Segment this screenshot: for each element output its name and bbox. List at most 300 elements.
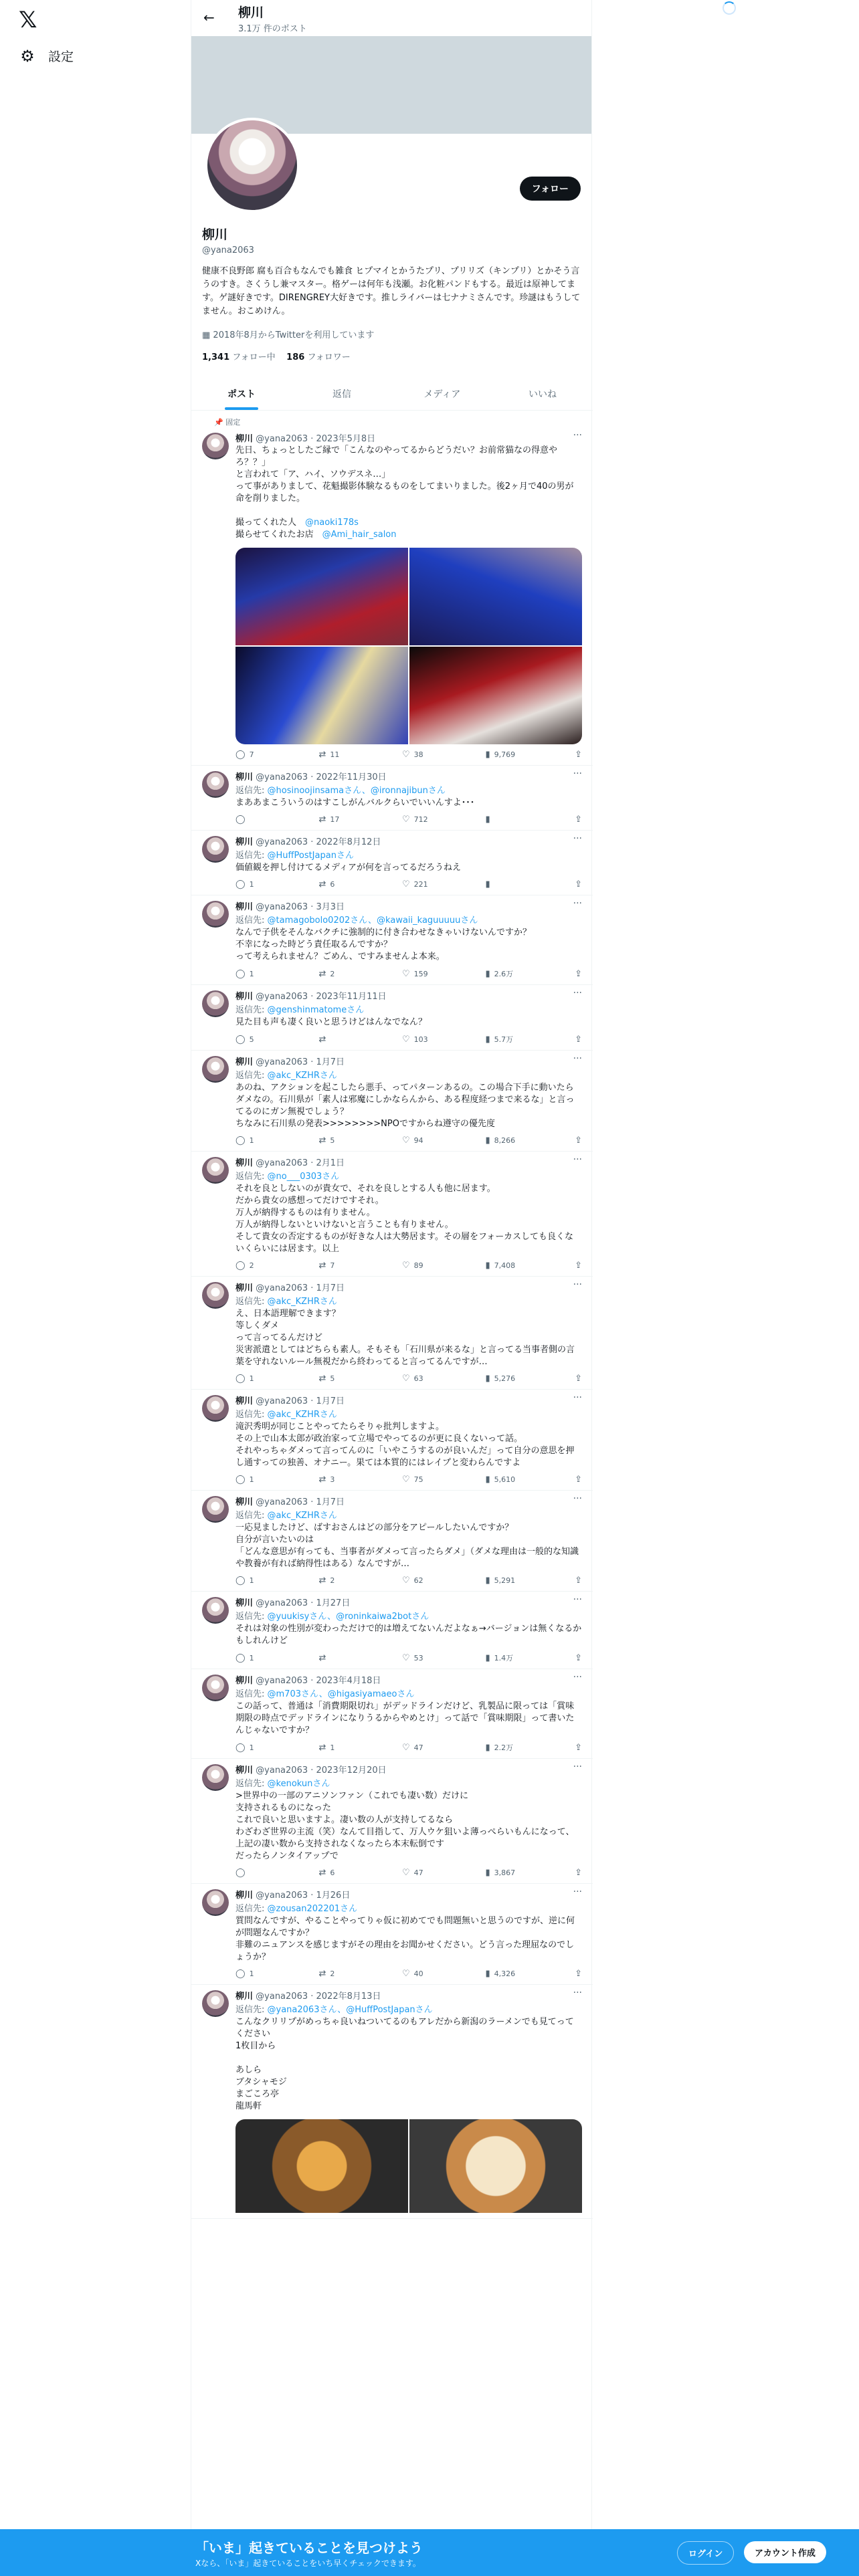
pin-icon: 📌: [214, 418, 226, 427]
retweet-button[interactable]: [319, 1374, 359, 1384]
nav-settings[interactable]: [19, 47, 74, 65]
bar-chart-icon: ▮: [485, 879, 490, 889]
reply-handles[interactable]: @genshinmatomeさん: [267, 1005, 365, 1015]
reply-label: 返信先:: [235, 1172, 268, 1182]
more-icon[interactable]: ···: [573, 1053, 582, 1064]
media-image[interactable]: [235, 647, 408, 744]
tweet-handle: @yana2063: [256, 1057, 308, 1067]
tweet[interactable]: [191, 1592, 593, 1669]
tweet[interactable]: [191, 427, 593, 766]
retweet-button[interactable]: [319, 1136, 359, 1146]
share-button[interactable]: [569, 1034, 582, 1045]
tab-likes[interactable]: いいね: [529, 389, 557, 400]
reply-handles[interactable]: @tamagobolo0202さん、@kawaii_kaguuuuuさん: [267, 916, 478, 926]
retweet-button[interactable]: [319, 1576, 359, 1586]
tweet-text-main: まああまこういうのはすこしがんバルクらいでいいんすよ･･･: [235, 798, 475, 808]
share-icon: ⇪: [575, 1136, 582, 1146]
reply-icon: ◯: [235, 1261, 246, 1271]
reply-button[interactable]: [235, 750, 276, 760]
tweet-meta: [235, 899, 582, 911]
tweet-handle: @yana2063: [256, 1891, 308, 1901]
tweet-author[interactable]: 柳川: [235, 1598, 254, 1608]
retweet-button[interactable]: [319, 1969, 359, 1979]
like-count: 63: [413, 1374, 423, 1383]
tab-replies[interactable]: 返信: [332, 389, 351, 400]
tweet-avatar[interactable]: [202, 771, 229, 798]
signup-button[interactable]: アカウント作成: [744, 2541, 826, 2563]
more-icon[interactable]: ···: [573, 1988, 582, 1998]
login-button[interactable]: ログイン: [677, 2541, 734, 2565]
reply-count: 1: [249, 1475, 254, 1484]
retweet-icon: ⇄: [318, 1969, 326, 1979]
reply-handles[interactable]: @akc_KZHRさん: [267, 1410, 337, 1420]
share-icon: ⇪: [575, 750, 582, 760]
reply-button[interactable]: [235, 1475, 276, 1485]
tweet-text-main: 価値観を押し付けてるメディアが何を言ってるだろうねえ: [235, 863, 461, 873]
reply-button[interactable]: [235, 1969, 276, 1979]
views-button[interactable]: [486, 1969, 526, 1979]
tweet-avatar[interactable]: [202, 1889, 229, 1916]
tweet-date[interactable]: 2023年5月8日: [316, 434, 376, 444]
reply-button[interactable]: [235, 815, 276, 825]
like-count: 221: [413, 880, 428, 889]
tweet-author[interactable]: 柳川: [235, 1992, 254, 2002]
views-button[interactable]: [486, 1261, 526, 1271]
reply-button[interactable]: [235, 1742, 276, 1753]
reply-count: 1: [249, 1576, 254, 1585]
reply-handles[interactable]: @yuukisyさん、@roninkaiwa2botさん: [267, 1612, 430, 1622]
reply-button[interactable]: [235, 1652, 276, 1663]
reply-label: 返信先:: [235, 1071, 268, 1081]
more-icon[interactable]: ···: [573, 1493, 582, 1504]
tweet-date[interactable]: 1月7日: [316, 1283, 345, 1293]
reply-button[interactable]: [235, 879, 276, 889]
tweet-date[interactable]: 2022年8月13日: [316, 1992, 381, 2002]
tweet-date[interactable]: 1月7日: [316, 1057, 345, 1067]
tweet-author[interactable]: 柳川: [235, 1765, 254, 1776]
tweet-actions: [235, 1576, 582, 1586]
views-button[interactable]: [486, 1475, 526, 1485]
following-link[interactable]: [202, 352, 276, 362]
retweet-button[interactable]: [319, 750, 359, 760]
like-button[interactable]: [402, 1136, 442, 1146]
reply-handles[interactable]: @kenokunさん: [267, 1779, 330, 1789]
heart-icon: ♡: [402, 750, 410, 760]
back-arrow-icon[interactable]: ←: [203, 9, 215, 25]
tweet-actions: [235, 1034, 582, 1045]
tweet-mention[interactable]: @Ami_hair_salon: [322, 530, 397, 540]
tweet-author[interactable]: 柳川: [235, 992, 254, 1002]
tweet-meta: [235, 835, 582, 847]
tweet-handle: @yana2063: [256, 1765, 308, 1776]
tweet-date[interactable]: 1月7日: [316, 1497, 345, 1507]
tweet-avatar[interactable]: [202, 1395, 229, 1422]
reply-button[interactable]: [235, 968, 276, 979]
reply-to: [235, 848, 582, 861]
share-button[interactable]: [569, 1475, 582, 1485]
tab-posts[interactable]: ポスト: [191, 379, 292, 410]
share-button[interactable]: [569, 1742, 582, 1753]
dot-separator: ·: [308, 434, 316, 444]
like-button[interactable]: [402, 1261, 442, 1271]
reply-icon: ◯: [235, 815, 246, 825]
reply-label: 返信先:: [235, 1297, 268, 1307]
more-icon[interactable]: ···: [573, 1761, 582, 1772]
reply-button[interactable]: [235, 1374, 276, 1384]
profile-name: 柳川: [202, 227, 228, 242]
tweet-date[interactable]: 3月3日: [316, 902, 345, 912]
more-icon[interactable]: ···: [573, 1887, 582, 1897]
tweet-avatar[interactable]: [202, 1675, 229, 1701]
retweet-button[interactable]: [319, 968, 359, 979]
bottom-title: 「いま」起きていることを見つけよう: [195, 2540, 423, 2556]
more-icon[interactable]: ···: [573, 1594, 582, 1605]
views-button[interactable]: [486, 815, 526, 825]
retweet-count: 7: [330, 1261, 335, 1270]
tweet-avatar[interactable]: [202, 836, 229, 863]
tweet[interactable]: [191, 1669, 593, 1759]
reply-icon: ◯: [235, 1969, 246, 1979]
reply-icon: ◯: [235, 1652, 246, 1663]
tweet-media-grid[interactable]: [235, 548, 582, 744]
share-icon: ⇪: [575, 879, 582, 889]
views-button[interactable]: [486, 1374, 526, 1384]
dot-separator: ·: [308, 1057, 316, 1067]
share-button[interactable]: [569, 1261, 582, 1271]
tweet-author[interactable]: 柳川: [235, 1057, 254, 1067]
tweet[interactable]: [191, 766, 593, 831]
tweet-avatar[interactable]: [202, 1056, 229, 1083]
like-button[interactable]: [402, 1374, 442, 1384]
bar-chart-icon: ▮: [485, 1475, 490, 1485]
like-button[interactable]: [402, 1576, 442, 1586]
reply-label: 返信先:: [235, 1689, 268, 1699]
tab-media[interactable]: メディア: [423, 389, 461, 400]
tweet-text: [235, 862, 582, 874]
views-button[interactable]: [486, 1034, 526, 1045]
follow-button[interactable]: フォロー: [520, 177, 581, 201]
tweet-media-grid[interactable]: [235, 2119, 582, 2213]
like-button[interactable]: [402, 879, 442, 889]
media-image[interactable]: [409, 2119, 582, 2213]
tweet-author[interactable]: 柳川: [235, 1283, 254, 1293]
gear-icon: ⚙: [20, 46, 35, 66]
share-button[interactable]: [569, 1136, 582, 1146]
tweet[interactable]: [191, 1051, 593, 1152]
tweet-avatar[interactable]: [202, 1282, 229, 1309]
tweet-meta: [235, 989, 582, 1001]
tweet-actions: [235, 815, 582, 825]
reply-icon: ◯: [235, 968, 246, 979]
reply-icon: ◯: [235, 1136, 246, 1146]
media-image[interactable]: [235, 548, 408, 645]
reply-button[interactable]: [235, 1576, 276, 1586]
reply-label: 返信先:: [235, 916, 268, 926]
reply-handles[interactable]: @hosinoojinsamaさん、@ironnajibunさん: [267, 786, 446, 796]
retweet-count: 17: [330, 815, 340, 824]
tweet[interactable]: [191, 1884, 593, 1985]
more-icon[interactable]: ···: [573, 1672, 582, 1683]
bar-chart-icon: ▮: [485, 1868, 490, 1878]
like-button[interactable]: [402, 968, 442, 979]
reply-icon: ◯: [235, 1374, 246, 1384]
heart-icon: ♡: [402, 1652, 410, 1663]
pinned-label: [191, 411, 593, 427]
tweet-author[interactable]: 柳川: [235, 434, 254, 444]
like-button[interactable]: [402, 815, 442, 825]
heart-icon: ♡: [402, 815, 410, 825]
like-count: 38: [413, 750, 423, 759]
tweet-author[interactable]: 柳川: [235, 772, 254, 782]
more-icon[interactable]: ···: [573, 833, 582, 844]
share-button[interactable]: [569, 1374, 582, 1384]
pinned-text: 固定: [225, 418, 241, 427]
bar-chart-icon: ▮: [485, 1034, 490, 1045]
profile-joined: [202, 328, 582, 340]
share-button[interactable]: [569, 1969, 582, 1979]
tweet-text-main: >世界中の一部のアニソンファン（これでも凄い数）だけに 支持されるものになった これで良いと思いますよ。凄い数の人が支持してるなら わざわざ世界の主流（笑）なんて目指して、万人ウケ狙いよ薄っぺらいもんになって、上記の凄い数から支持されなくなったら本末転倒です だったらノンタイアップで: [235, 1791, 575, 1861]
retweet-button[interactable]: [319, 1868, 359, 1878]
reply-label: 返信先:: [235, 1005, 268, 1015]
like-button[interactable]: [402, 1969, 442, 1979]
more-icon[interactable]: ···: [573, 1154, 582, 1165]
views-button[interactable]: [486, 1576, 526, 1586]
tweet[interactable]: [191, 1152, 593, 1277]
tweet-author[interactable]: 柳川: [235, 1497, 254, 1507]
share-button[interactable]: [569, 879, 582, 889]
heart-icon: ♡: [402, 1475, 410, 1485]
tweet-avatar[interactable]: [202, 1764, 229, 1791]
tweet-avatar[interactable]: [202, 990, 229, 1017]
like-count: 75: [413, 1475, 423, 1484]
reply-label: 返信先:: [235, 1511, 268, 1521]
reply-to: [235, 1508, 582, 1521]
tweet-text-main: こんなクリリプがめっちゃ良いねついてるのもアレだから新潟のラーメンでも見てってください 1枚目から あしら ブタシャモジ まごころ亭 龍馬軒: [235, 2017, 574, 2111]
profile-stats: [202, 350, 582, 362]
views-button[interactable]: [486, 1136, 526, 1146]
reply-button[interactable]: [235, 1261, 276, 1271]
loading-spinner-icon: [723, 1, 736, 15]
heart-icon: ♡: [402, 1261, 410, 1271]
media-image[interactable]: [235, 2119, 408, 2213]
retweet-button[interactable]: [319, 1652, 359, 1663]
nav-settings-label: 設定: [48, 49, 74, 64]
tweet-avatar[interactable]: [202, 1990, 229, 2017]
share-button[interactable]: [569, 1652, 582, 1663]
tweet[interactable]: [191, 1491, 593, 1592]
reply-to: [235, 1407, 582, 1420]
reply-button[interactable]: [235, 1136, 276, 1146]
tweet-handle: @yana2063: [256, 1676, 308, 1686]
retweet-button[interactable]: [319, 1475, 359, 1485]
tweet-text-main: それは対象の性別が変わっただけで的は増えてないんだよなぁ→バージョンは無くなるかもしれんけど: [235, 1624, 582, 1646]
views-button[interactable]: [486, 968, 526, 979]
reply-icon: ◯: [235, 1576, 246, 1586]
tweet-date[interactable]: 1月27日: [316, 1598, 351, 1608]
tweet-actions: [235, 1374, 582, 1384]
dot-separator: ·: [308, 1598, 316, 1608]
reply-to: [235, 1687, 582, 1699]
share-icon: ⇪: [575, 1034, 582, 1045]
tweet-date[interactable]: 2月1日: [316, 1158, 345, 1168]
tweet-meta: [235, 1281, 582, 1293]
tweet[interactable]: [191, 1277, 593, 1390]
retweet-button[interactable]: [319, 879, 359, 889]
tweet-text-main: え、日本語理解できます？ 等しくダメ って言ってるんだけど 災害派遣としてはどちらも素人。そもそも「石川県が来るな」と言ってる当事者側の言葉を守れないルール無視だから終わってると言ってるんですが…: [235, 1309, 575, 1367]
retweet-count: 6: [330, 880, 335, 889]
views-button[interactable]: [486, 750, 526, 760]
retweet-icon: ⇄: [318, 815, 326, 825]
view-count: 5.7万: [494, 1035, 514, 1044]
heart-icon: ♡: [402, 1576, 410, 1586]
share-button[interactable]: [569, 968, 582, 979]
share-button[interactable]: [569, 1868, 582, 1878]
views-button[interactable]: [486, 1652, 526, 1663]
reply-handles[interactable]: @no___0303さん: [267, 1172, 340, 1182]
retweet-button[interactable]: [319, 1261, 359, 1271]
reply-to: [235, 783, 582, 796]
joined-text: 2018年8月からTwitterを利用しています: [213, 330, 375, 340]
reply-handles[interactable]: @zousan202201さん: [267, 1904, 358, 1914]
tweet-author[interactable]: 柳川: [235, 902, 254, 912]
more-icon[interactable]: ···: [573, 768, 582, 779]
following-label: フォロー中: [232, 352, 276, 362]
tweet-author[interactable]: 柳川: [235, 1158, 254, 1168]
tweet-date[interactable]: 2022年11月30日: [316, 772, 387, 782]
more-icon[interactable]: ···: [573, 898, 582, 909]
like-button[interactable]: [402, 1475, 442, 1485]
media-image[interactable]: [409, 548, 582, 645]
reply-handles[interactable]: @m703さん、@higasiyamaeoさん: [267, 1689, 415, 1699]
view-count: 5,291: [494, 1576, 516, 1585]
retweet-count: 2: [330, 1576, 335, 1585]
bar-chart-icon: ▮: [485, 1969, 490, 1979]
more-icon[interactable]: ···: [573, 988, 582, 998]
reply-handles[interactable]: @akc_KZHRさん: [267, 1297, 337, 1307]
like-button[interactable]: [402, 750, 442, 760]
dot-separator: ·: [308, 1497, 316, 1507]
tweet-avatar[interactable]: [202, 1496, 229, 1523]
reply-label: 返信先:: [235, 1612, 268, 1622]
reply-handles[interactable]: @HuffPostJapanさん: [267, 851, 354, 861]
dot-separator: ·: [308, 837, 316, 847]
tweet-text-main: 滝沢秀明が同じことやってたらそりゃ批判しますよ。 その上で山本太郎が政治家って立場でやってるのが更に良くないって話。 それやっちゃダメって言ってんのに「いやこうするのが良いんだ」って自分の意思を押し通すっての独善、オナニー。果ては本質的にはレイプと変わらんですよ: [235, 1422, 575, 1468]
tweet-actions: [235, 879, 582, 889]
tweet-date[interactable]: 2023年12月20日: [316, 1765, 387, 1776]
heart-icon: ♡: [402, 1374, 410, 1384]
retweet-button[interactable]: [319, 815, 359, 825]
tweet-avatar[interactable]: [202, 433, 229, 459]
tweet[interactable]: [191, 985, 593, 1051]
reply-handles[interactable]: @akc_KZHRさん: [267, 1511, 337, 1521]
tweet-author[interactable]: 柳川: [235, 1891, 254, 1901]
share-button[interactable]: [569, 1576, 582, 1586]
tweet-mention[interactable]: @naoki178s: [305, 518, 359, 528]
like-button[interactable]: [402, 1034, 442, 1045]
tweet[interactable]: [191, 895, 593, 985]
followers-link[interactable]: [286, 352, 351, 362]
retweet-button[interactable]: [319, 1742, 359, 1753]
tweet[interactable]: [191, 1759, 593, 1884]
more-icon[interactable]: ···: [573, 430, 582, 441]
retweet-count: 5: [330, 1374, 335, 1383]
tweet-avatar[interactable]: [202, 1597, 229, 1624]
share-button[interactable]: [569, 815, 582, 825]
dot-separator: ·: [308, 1283, 316, 1293]
bar-chart-icon: ▮: [485, 750, 490, 760]
tweet-meta: [235, 1763, 582, 1775]
reply-handles[interactable]: @yana2063さん、@HuffPostJapanさん: [267, 2005, 433, 2015]
tweet-text: [235, 1701, 582, 1737]
like-button[interactable]: [402, 1742, 442, 1753]
tweet-author[interactable]: 柳川: [235, 1676, 254, 1686]
retweet-button[interactable]: [319, 1034, 359, 1045]
tweet-date[interactable]: 2023年11月11日: [316, 992, 387, 1002]
view-count: 5,276: [494, 1374, 516, 1383]
tweet-handle: @yana2063: [256, 434, 308, 444]
tweet-handle: @yana2063: [256, 837, 308, 847]
reply-handles[interactable]: @akc_KZHRさん: [267, 1071, 337, 1081]
retweet-count: 3: [330, 1475, 335, 1484]
tweet-date[interactable]: 1月7日: [316, 1396, 345, 1406]
reply-to: [235, 1776, 582, 1789]
tweet-avatar[interactable]: [202, 901, 229, 928]
tweet[interactable]: [191, 1985, 593, 2219]
dot-separator: ·: [308, 992, 316, 1002]
tweet[interactable]: [191, 831, 593, 895]
tweet-author[interactable]: 柳川: [235, 837, 254, 847]
retweet-icon: ⇄: [318, 1652, 326, 1663]
like-button[interactable]: [402, 1652, 442, 1663]
tweet-meta: [235, 1989, 582, 2001]
reply-count: 1: [249, 969, 254, 978]
tweet-handle: @yana2063: [256, 1992, 308, 2002]
views-button[interactable]: [486, 1742, 526, 1753]
reply-to: [235, 1169, 582, 1182]
media-image[interactable]: [409, 647, 582, 744]
tweet-date[interactable]: 1月26日: [316, 1891, 351, 1901]
tweet-author[interactable]: 柳川: [235, 1396, 254, 1406]
like-button[interactable]: [402, 1868, 442, 1878]
x-logo-icon[interactable]: 𝕏: [19, 7, 37, 33]
tweet[interactable]: [191, 1390, 593, 1491]
reply-button[interactable]: [235, 1868, 276, 1878]
reply-button[interactable]: [235, 1034, 276, 1045]
tweet-date[interactable]: 2022年8月12日: [316, 837, 381, 847]
followers-count: 186: [286, 352, 305, 362]
more-icon[interactable]: ···: [573, 1392, 582, 1403]
tweet-meta: [235, 1394, 582, 1406]
dot-separator: ·: [308, 1396, 316, 1406]
share-button[interactable]: [569, 750, 582, 760]
retweet-icon: ⇄: [318, 879, 326, 889]
tweet-date[interactable]: 2023年4月18日: [316, 1676, 381, 1686]
reply-count: 1: [249, 880, 254, 889]
more-icon[interactable]: ···: [573, 1279, 582, 1290]
tweet-text-main: 一応見ましたけど、ばすおさんはどの部分をアピールしたいんですか？ 自分が言いたいのは 「どんな意思が有っても、当事者がダメって言ったらダメ」（ダメな理由は一般的な知識や教養が有れば納得性はある）なんですが…: [235, 1523, 579, 1569]
heart-icon: ♡: [402, 1868, 410, 1878]
views-button[interactable]: [486, 1868, 526, 1878]
profile-avatar[interactable]: [205, 118, 300, 213]
share-icon: ⇪: [575, 1261, 582, 1271]
dot-separator: ·: [308, 1765, 316, 1776]
tweet-avatar[interactable]: [202, 1157, 229, 1184]
view-count: 5,610: [494, 1475, 516, 1484]
heart-icon: ♡: [402, 1034, 410, 1045]
views-button[interactable]: [486, 879, 526, 889]
tweet-handle: @yana2063: [256, 1283, 308, 1293]
bar-chart-icon: ▮: [485, 1261, 490, 1271]
